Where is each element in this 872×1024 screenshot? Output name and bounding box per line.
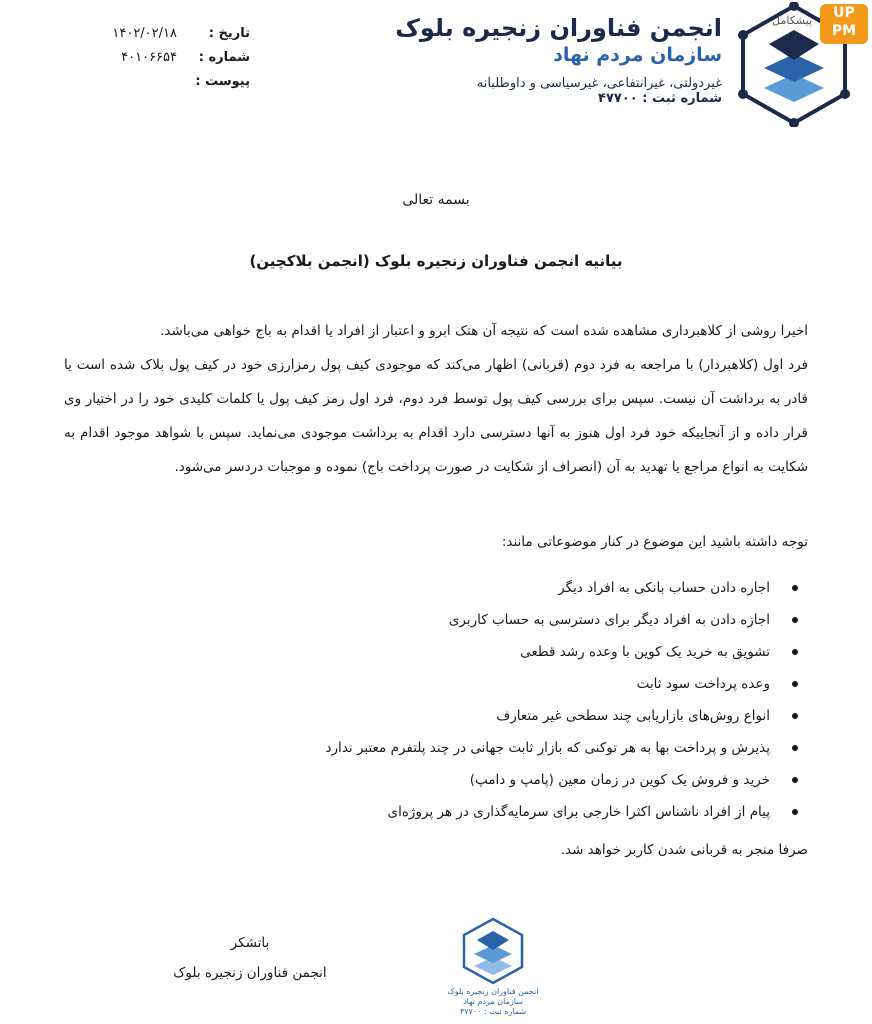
list-item [26, 700, 770, 732]
bullet-icon [792, 745, 798, 751]
bullet-icon [792, 777, 798, 783]
document-title: بیانیه انجمن فناوران زنجیره بلوک (انجمن بلاکچین) [249, 252, 623, 270]
paragraph: اخیرا روشی از کلاهبرداری مشاهده شده است که نتیجه آن هتک ابرو و اعتبار از افراد یا اقدام به باج خواهی می‌باشد. [160, 323, 808, 339]
list-item [26, 668, 770, 700]
list-item-text: پیام از افراد ناشناس اکثرا خارجی برای سرمایه‌گذاری در هر پروژه‌ای [387, 804, 770, 820]
signature-block [150, 928, 350, 988]
number-value: ۴۰۱۰۶۶۵۴ [121, 50, 177, 65]
list-item [26, 636, 770, 668]
conclusion-text: صرفا منجر به قربانی شدن کاربر خواهد شد. [560, 842, 808, 858]
list-item-text: وعده پرداخت سود ثابت [636, 676, 770, 692]
attachment-row [70, 70, 250, 94]
brand-watermark: پیشکامل [772, 14, 812, 27]
bullet-icon [792, 809, 798, 815]
thanks-text: باتشکر [230, 935, 270, 951]
bullet-icon [792, 617, 798, 623]
list-item [26, 732, 770, 764]
list-item-text: تشویق به خرید یک کوین با وعده رشد قطعی [520, 644, 770, 660]
body-text [64, 314, 808, 484]
stamp-line: شماره ثبت : ۴۷۷۰۰ [459, 1007, 527, 1016]
org-info [395, 14, 722, 106]
bullet-icon [792, 681, 798, 687]
paragraph: فرد اول (کلاهبردار) با مراجعه به فرد دوم (قربانی) اظهار می‌کند که موجودی کیف پول رمزارزی خود در کیف پول بلاک شده است یا قادر به برداشت آن نیست. سپس برای بررسی کیف پول توسط فرد دوم، فرد اول رمز کیف پول یا کلمات کلیدی خود را در اختیار وی قرار داده و از آنجاییکه خود فرد اول هنوز به آنها دسترسی دارد اقدام به برداشت موجودی می‌نماید. سپس با شواهد موجود اقدام به شکایت به انواع مراجع یا تهدید به آن (انصراف از شکایت در صورت پرداخت باج) نموده و موجبات دردسر می‌شود. [64, 357, 808, 475]
letter-meta [70, 22, 250, 94]
org-subtitle: سازمان مردم نهاد [553, 44, 722, 66]
number-row [70, 46, 250, 70]
note-text: توجه داشته باشید این موضوع در کنار موضوعاتی مانند: [501, 534, 808, 550]
bullet-icon [792, 713, 798, 719]
list-item [26, 604, 770, 636]
list-item-text: پذیرش و پرداخت بها به هر توکنی که بازار ثابت جهانی در چند پلتفرم معتبر ندارد [325, 740, 770, 756]
list-item [26, 764, 770, 796]
stamp-text [438, 987, 548, 1017]
date-value: ۱۴۰۲/۰۲/۱۸ [112, 26, 177, 41]
bullet-icon [792, 585, 798, 591]
date-label: تاریخ : [208, 26, 250, 41]
list-item-text: اجازه دادن به افراد دیگر برای دسترسی به حساب کاربری [448, 612, 770, 628]
list-item-text: اجاره دادن حساب بانکی به افراد دیگر [558, 580, 770, 596]
number-label: شماره : [198, 50, 250, 65]
list-item [26, 572, 770, 604]
bismillah: بسمه تعالی [402, 192, 470, 208]
list-item-text: خرید و فروش یک کوین در زمان معین (پامپ و دامپ) [469, 772, 770, 788]
org-registration: شماره ثبت : ۴۷۷۰۰ [598, 91, 722, 106]
stamp [438, 915, 548, 1024]
list-item-text: انواع روش‌های بازاریابی چند سطحی غیر متعارف [496, 708, 770, 724]
list-item [26, 796, 770, 828]
org-description: غیردولتی، غیرانتفاعی، غیرسیاسی و داوطلبانه [476, 76, 722, 91]
topics-list [26, 572, 808, 828]
stamp-line: انجمن فناوران زنجیره بلوک [447, 987, 539, 996]
stamp-line: سازمان مردم نهاد [463, 997, 523, 1006]
org-name: انجمن فناوران زنجیره بلوک [395, 14, 722, 42]
bullet-icon [792, 649, 798, 655]
stamp-logo-icon [438, 915, 548, 987]
date-row [70, 22, 250, 46]
brand-badge-logo: UP PM [820, 4, 868, 44]
signature-org: انجمن فناوران زنجیره بلوک [173, 965, 327, 981]
attachment-label: پیوست : [195, 74, 250, 89]
